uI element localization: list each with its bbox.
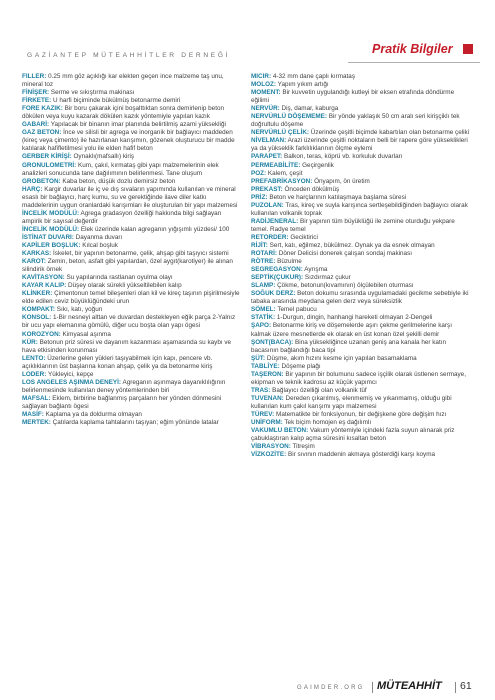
glossary-term: KAVİTASYON:: [22, 274, 65, 282]
glossary-definition: Betonarme kiriş ve döşemelerde aşırı çekme gerilmelerine karşı kalmak üzere mesnetlerde ek olarak en üst konan özel şekilli demir: [251, 322, 452, 338]
glossary-entry: [251, 290, 471, 306]
glossary-term: KARKAS:: [22, 250, 52, 258]
glossary-term: MERTEK:: [22, 419, 51, 427]
glossary-definition: Tek biçim homojen eş dağılımlı: [282, 419, 372, 427]
glossary-entry: [251, 162, 471, 170]
glossary-term: SEPTİK(ÇUKUR):: [251, 274, 304, 282]
glossary-term: RETORDER:: [251, 233, 289, 241]
glossary-definition: Sızdırmaz çukur: [303, 274, 351, 282]
glossary-entry: [251, 395, 471, 411]
glossary-entry: [251, 113, 471, 129]
glossary-term: İNCELİK MODÜLÜ:: [22, 209, 80, 217]
glossary-definition: Agrega gradasyon özelliği hakkında bilgi sağlayan ampirik bir sayısal değerdir: [22, 209, 222, 225]
glossary-definition: Bir yapının bir bolumunu sadece işçilik olarak üstlenen sermaye, ekipman ve teknik kadrosu az küçük yapımcı: [251, 370, 466, 386]
glossary-entry: [22, 105, 242, 121]
header-divider: [348, 62, 480, 63]
glossary-term: KAROT:: [22, 258, 46, 266]
glossary-definition: Dereden çıkarılmış, elenmemiş ve yıkanmamış, olduğu gibi kullanılan kum çakıl karışımı yapı malzemesi: [251, 394, 452, 410]
glossary-term: VİBRASYON:: [251, 443, 291, 451]
glossary-entry: [251, 443, 471, 451]
glossary-term: ŞÜT:: [251, 354, 266, 362]
glossary-definition: Oynaklı(mafsallı) kiriş: [71, 153, 135, 161]
glossary-term: FİRKETE:: [22, 97, 52, 105]
glossary-term: UNİFORM:: [251, 419, 283, 427]
glossary-term: GABARİ:: [22, 121, 50, 129]
glossary-entry: [251, 153, 471, 161]
glossary-definition: Dayanma duvarı: [73, 233, 123, 241]
glossary-definition: Bağlayıcı özelliği olan volkanik tüf: [270, 386, 367, 394]
glossary-definition: Kılcal boşluk: [80, 241, 118, 249]
glossary-term: MOMENT:: [251, 89, 281, 97]
glossary-entry: [251, 218, 471, 234]
glossary-term: KÜR:: [22, 338, 38, 346]
glossary-term: GROBETON:: [22, 177, 61, 185]
glossary-entry: [251, 186, 471, 194]
glossary-definition: İnce ve silisli bir agrega ve inorganik bir bağlayıcı maddeden (kireç veya çimento) ile hazırlanan karışımın, gözenek oluşturucu bir madde katılarak hafifletilmesi yolu ile elden hafif beton: [22, 129, 235, 153]
glossary-term: KOROZYON:: [22, 330, 61, 338]
glossary-term: FİNİŞER:: [22, 89, 50, 97]
glossary-term: ROTARİ:: [251, 250, 277, 258]
glossary-entry: [251, 355, 471, 363]
glossary-term: FORE KAZIK:: [22, 105, 63, 113]
glossary-definition: Kalem, çeşit: [266, 169, 303, 177]
glossary-entry: [251, 170, 471, 178]
glossary-definition: Agreganın aşınmaya dayanıklılığının belirlenmesinde kullanılan deney yöntemlerinden biri: [22, 378, 226, 394]
glossary-term: LODER:: [22, 370, 47, 378]
glossary-left-column: [22, 73, 242, 673]
glossary-entry: [251, 371, 471, 387]
glossary-term: LENTO:: [22, 354, 46, 362]
glossary-definition: İskelet, bir yapının betonarme, çelik, ahşap gibi taşıyıcı sistemi: [51, 250, 229, 258]
glossary-entry: [251, 266, 471, 274]
glossary-definition: Tras, kireç ve suyla karışınca sertleşebildiğinden bağlayıcı olarak kullanılan volkanik toprak: [251, 201, 468, 217]
glossary-entry: [22, 306, 242, 314]
glossary-entry: [22, 129, 242, 153]
glossary-definition: Arazi üzerinde çeşitli noktaların belli bir rapere göre yükseklikleri ya da yükseklik farklılıklarının ölçme eylemi: [251, 137, 468, 153]
glossary-term: RİJİT:: [251, 241, 268, 249]
glossary-term: FİLLER:: [22, 73, 47, 80]
glossary-definition: Bir yapının tüm büyüklüğü ile zemine oturduğu yekpare temel. Radye temel: [251, 217, 455, 233]
glossary-definition: U harfi biçiminde bükülmüş betonarme demiri: [51, 97, 181, 105]
glossary-term: STATİK:: [251, 314, 276, 322]
glossary-entry: [22, 242, 242, 250]
glossary-definition: Bir boru çakarak içini boşalttıktan sonra demirlenip beton dökülen veya kuyu kazarak dökülen kazık yöntemiyle yapılan kazık: [22, 105, 225, 121]
glossary-term: SOĞUK DERZ:: [251, 290, 296, 298]
glossary-definition: Üzerlerine gelen yükleri taşıyabilmek için kapı, pencere vb. açıklıklarının üst başlarına konan ahşap, çelik ya da betonarme kiriş: [22, 354, 213, 370]
glossary-entry: [251, 322, 471, 338]
glossary-term: RÖTRE:: [251, 258, 276, 266]
glossary-term: KAPİLER BOŞLUK:: [22, 241, 81, 249]
glossary-definition: Kaba beton, düşük dozlu demirsiz beton: [60, 177, 176, 185]
glossary-term: PREKAST:: [251, 185, 283, 193]
page-footer: [0, 682, 495, 696]
glossary-entry: [22, 89, 242, 97]
glossary-term: SÖMEL:: [251, 306, 276, 314]
glossary-term: TUVENAN:: [251, 394, 284, 402]
glossary-entry: [22, 290, 242, 306]
glossary-term: ŞAPO:: [251, 322, 272, 330]
glossary-term: İSTİNAT DUVARI:: [22, 233, 74, 241]
glossary-definition: Sıkı, katı, yoğun: [55, 306, 103, 314]
website-label: GAIMDER.ORG: [297, 685, 365, 691]
glossary-entry: [22, 226, 242, 234]
glossary-definition: Zemin, beton, asfalt gibi yapılardan, özel aygıt(karotiyer) ile alınan silindirik örnek: [22, 258, 233, 274]
glossary-definition: Yapılacak bir binanın imar planında belirtilmiş azami yüksekliği: [49, 121, 226, 129]
glossary-entry: [251, 178, 471, 186]
glossary-entry: [251, 339, 471, 355]
glossary-term: PARAPET:: [251, 153, 283, 161]
glossary-entry: [251, 258, 471, 266]
glossary-definition: Önyapım, ön üretim: [312, 177, 370, 185]
glossary-term: TÜREV:: [251, 410, 275, 418]
glossary-term: MASİF:: [22, 410, 44, 418]
glossary-definition: Üzerinde çeşitli biçimde kabartıları olan betonarme çeliki: [309, 129, 470, 137]
glossary-entry: [22, 258, 242, 274]
glossary-entry: [251, 202, 471, 218]
glossary-entry: [22, 419, 242, 427]
glossary-definition: Önceden dökülmüş: [282, 185, 340, 193]
glossary-entry: [22, 371, 242, 379]
glossary-definition: Bir yönde yaklaşık 50 cm aralı seri kirişçiklı tek doğrultulu döşeme: [251, 113, 460, 129]
glossary-definition: Betonun priz süresi ve dayanım kazanması aşamasında su kaybı ve hava etkisinden korunması: [22, 338, 232, 354]
glossary-term: RADİJENERAL:: [251, 217, 299, 225]
glossary-entry: [22, 250, 242, 258]
glossary-term: TABLİYE:: [251, 362, 280, 370]
glossary-definition: Yükleyici, kepçe: [46, 370, 94, 378]
glossary-entry: [22, 379, 242, 395]
page-number: 61: [460, 680, 472, 692]
glossary-entry: [251, 73, 471, 81]
glossary-entry: [251, 250, 471, 258]
glossary-definition: Beton dokumu sırasında uygulamadaki gecikme sebebiyle iki tabaka arasında meydana gelen derz veya süreksizlik: [251, 290, 469, 306]
glossary-definition: Geçirgenlik: [300, 161, 334, 169]
glossary-definition: 1-Bir nesneyi alttan ve duvardan destekleyen eğik parça 2-Yalnız bir ucu yapı elemanına gömülü, diğer ucu boşta olan yapı ögesi: [22, 314, 236, 330]
glossary-definition: Bir sıvının maddenin akmaya gösterdiği karşı koyma: [286, 451, 436, 459]
glossary-entry: [22, 314, 242, 330]
footer-divider: [455, 682, 456, 693]
glossary-entry: [251, 387, 471, 395]
glossary-definition: Temel pabucu: [275, 306, 317, 314]
glossary-term: NERVÜRLÜ DÖŞEMEME:: [251, 113, 328, 121]
glossary-term: ŞONT(BACA):: [251, 338, 294, 346]
glossary-entry: [251, 89, 471, 105]
glossary-term: KAYAR KALIP:: [22, 282, 67, 290]
glossary-entry: [22, 153, 242, 161]
glossary-entry: [251, 363, 471, 371]
glossary-entry: [22, 355, 242, 371]
glossary-term: POZ:: [251, 169, 267, 177]
glossary-definition: Döner Delicisi donerek çalışan sondaj makinası: [276, 250, 413, 258]
glossary-definition: Kimyasal aşınma: [60, 330, 111, 338]
glossary-entry: [251, 234, 471, 242]
glossary-definition: Eklem, birbirine bağlanmış parçaların her yönden dönmesini sağlayan bağlantı ögesi: [22, 394, 222, 410]
glossary-term: NERVÜR:: [251, 105, 280, 113]
glossary-term: PRİZ:: [251, 193, 268, 201]
glossary-term: GRONULOMETRİ:: [22, 161, 77, 169]
glossary-term: PUZOLAN:: [251, 201, 284, 209]
glossary-definition: Su yapılarında rastlanan oyulma olayı: [64, 274, 173, 282]
glossary-entry: [22, 178, 242, 186]
glossary-term: PERMEABİLİTE:: [251, 161, 301, 169]
glossary-term: MICIR:: [251, 73, 272, 80]
glossary-entry: [22, 395, 242, 411]
glossary-term: MAFSAL:: [22, 394, 51, 402]
glossary-term: SLAMP:: [251, 282, 276, 290]
glossary-entry: [22, 274, 242, 282]
glossary-term: GAZ BETON:: [22, 129, 62, 137]
glossary-term: KONSOL:: [22, 314, 52, 322]
glossary-entry: [251, 411, 471, 419]
page-header: [0, 38, 495, 68]
glossary-entry: [22, 339, 242, 355]
section-marker-icon: [463, 44, 473, 54]
glossary-entry: [22, 234, 242, 242]
glossary-entry: [251, 314, 471, 322]
glossary-definition: Vakum yöntemiyle içindeki fazla suyun alınarak priz çabuklaştıran kalıp açma süresini kısaltan beton: [251, 427, 455, 443]
magazine-logo: MÜTEAHHİT: [377, 680, 442, 692]
glossary-term: KLİNKER:: [22, 290, 53, 298]
glossary-definition: Çatılarda kaplama tahtalarını taşıyan; eğim yönünde latalar: [50, 419, 219, 427]
glossary-definition: 4-32 mm dane çaplı kırmataş: [271, 73, 356, 80]
glossary-definition: Elek üzerinde kalan agreganın yığışımlı yüzdesi/ 100: [79, 225, 230, 233]
glossary-definition: Düşey olarak sürekli yükseltilebilen kalıp: [66, 282, 182, 290]
glossary-term: NİVELMAN:: [251, 137, 287, 145]
glossary-definition: Diş, damar, kaburga: [279, 105, 339, 113]
glossary-term: TAŞERON:: [251, 370, 284, 378]
glossary-entry: [22, 331, 242, 339]
glossary-entry: [22, 162, 242, 178]
glossary-entry: [251, 419, 471, 427]
glossary-entry: [22, 411, 242, 419]
glossary-definition: 0.25 mm göz açıklığı kar elekten geçen ince malzeme taş unu, mineral toz: [22, 73, 224, 89]
glossary-definition: Serme ve sıkıştırma makinası: [49, 89, 135, 97]
glossary-term: TRAS:: [251, 386, 271, 394]
glossary-definition: Çökme, betonun(kıvamının) ölçülebilen oturması: [275, 282, 414, 290]
glossary-definition: Titreşim: [290, 443, 315, 451]
glossary-term: SEGREGASYON:: [251, 266, 303, 274]
glossary-term: GERBER KİRİŞİ:: [22, 153, 72, 161]
glossary-term: HARÇ:: [22, 185, 43, 193]
glossary-definition: Ayrışma: [302, 266, 328, 274]
glossary-term: NERVÜRLÜ ÇELİK:: [251, 129, 310, 137]
glossary-term: KOMPAKT:: [22, 306, 56, 314]
glossary-entry: [251, 194, 471, 202]
glossary-entry: [22, 97, 242, 105]
glossary-term: VİZKOZİTE:: [251, 451, 287, 459]
footer-divider: [372, 682, 373, 693]
glossary-right-column: [251, 73, 471, 673]
glossary-definition: Yapım yıkım artığı: [276, 81, 329, 89]
section-title: Pratik Bilgiler: [372, 42, 453, 56]
glossary-definition: Döşeme plağı: [279, 362, 321, 370]
glossary-term: MOLOZ:: [251, 81, 277, 89]
glossary-term: PREFABRİKASYON:: [251, 177, 313, 185]
glossary-definition: 1-Durgun, dingin, hanhangi hareketi olmayan 2-Dengeli: [275, 314, 433, 322]
glossary-term: VAKUMLU BETON:: [251, 427, 309, 435]
glossary-entry: [22, 210, 242, 226]
glossary-definition: Çimentonun temel bileşenleri olan kil ve kireç taşının pişirilmesiyle elde edilen ceviz büyüklüğündeki urun: [22, 290, 240, 306]
glossary-definition: Büzulme: [275, 258, 302, 266]
glossary-term: LOS ANGELES AŞINMA DENEYİ:: [22, 378, 122, 386]
glossary-definition: Kaplama ya da doldurma olmayan: [43, 410, 142, 418]
glossary-entry: [251, 81, 471, 89]
glossary-entry: [251, 427, 471, 443]
glossary-entry: [251, 451, 471, 459]
glossary-definition: Kargir duvarlar ile iç ve dış sıvaların yapımında kullanılan ve mineral esaslı bir bağlayıcı, harç kumu, su ve gerektiğinde ilave diler katkı maddelerinin uygun oranlardaki karışımları ile oluşturulan bir yapı malzemesi: [22, 185, 238, 209]
glossary-entry: [251, 274, 471, 282]
glossary-definition: Kum, çakıl, kırmataş gibi yapı malzemelerinin elek analizleri sonucunda tane dağılımının belirlenmesi. Tane oluşum: [22, 161, 219, 177]
glossary-definition: Bir kuvvetin uygulandığı kutleyi bir eksen etrafında döndürme eğilimi: [251, 89, 455, 105]
glossary-entry: [22, 186, 242, 210]
glossary-entry: [22, 73, 242, 89]
glossary-definition: Matematikte bir fonksiyonun, bir değişkene göre değişim hızı: [274, 410, 447, 418]
glossary-definition: Sert, katı, eğilmez, bükülmez. Oynak ya da esnek olmayan: [267, 241, 435, 249]
glossary-definition: Balkon, teras, köprü vb. korkuluk duvarları: [282, 153, 403, 161]
glossary-definition: Beton ve harçlarının katılaşmaya başlama süresi: [267, 193, 407, 201]
glossary-definition: Geciktirici: [288, 233, 318, 241]
glossary-entry: [251, 242, 471, 250]
glossary-entry: [251, 137, 471, 153]
association-name: GAZİANTEP MÜTEAHHİTLER DERNEĞİ: [27, 52, 231, 59]
glossary-definition: Düşme, akım hızını kesme için yapılan basamaklama: [265, 354, 417, 362]
glossary-term: İNCELİK MODÜLÜ:: [22, 225, 80, 233]
glossary-definition: Bina yüksekliğince uzanan geniş ana kanala her katın bacasının bağlandığı baca tipi: [251, 338, 446, 354]
